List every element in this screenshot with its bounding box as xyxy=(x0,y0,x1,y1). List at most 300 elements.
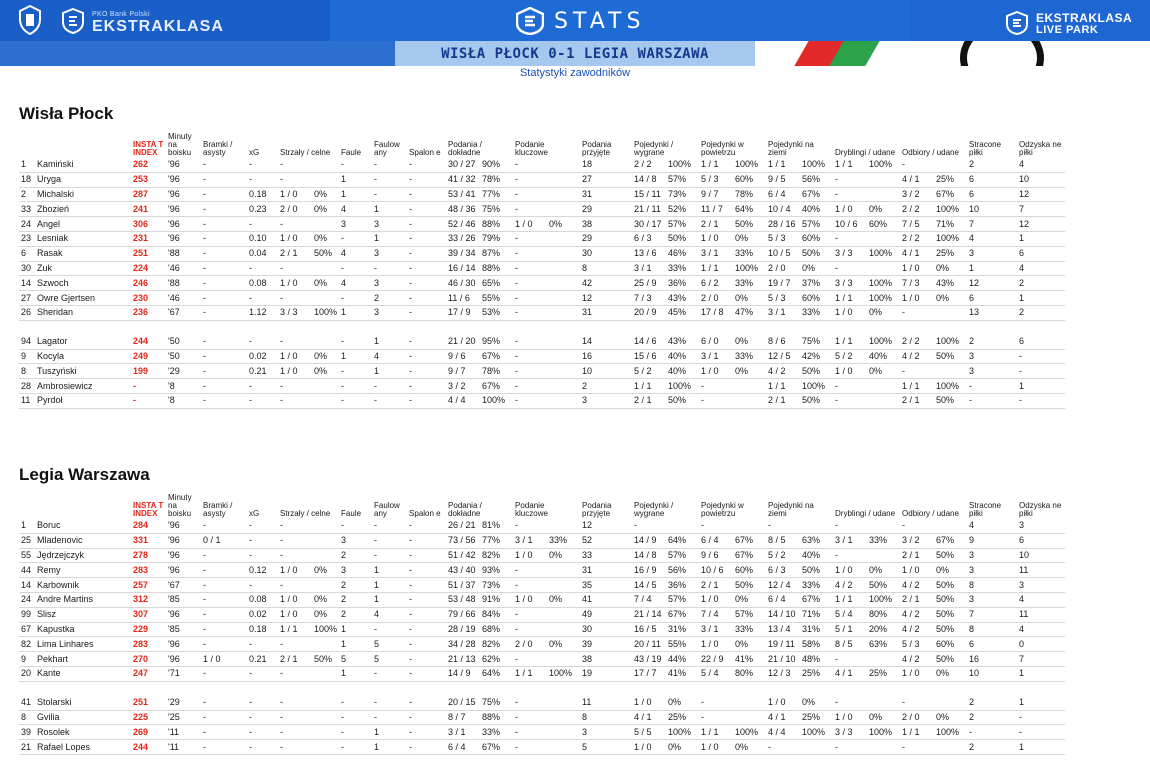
fouled: 1 xyxy=(372,202,407,217)
column-header[interactable]: Faule xyxy=(341,509,362,518)
player-row[interactable] xyxy=(19,666,1065,681)
passes-value: 53 / 41 xyxy=(448,188,476,199)
column-header[interactable]: Podanie kluczowe xyxy=(515,501,548,518)
column-header[interactable]: Odbiory / udane xyxy=(902,509,959,518)
column-header[interactable]: Podania przyjęte xyxy=(582,501,612,518)
offsides: - xyxy=(407,276,446,291)
fouled: - xyxy=(372,548,407,563)
pko-logo-icon[interactable] xyxy=(18,5,42,35)
xg-value: 0.08 xyxy=(247,276,278,291)
column-header[interactable]: Odzyska ne piłki xyxy=(1019,140,1062,157)
minutes-played: '67 xyxy=(166,578,201,593)
instat-index: 225 xyxy=(131,710,166,725)
tackles-percent: 50% xyxy=(936,549,955,560)
fouled: 1 xyxy=(372,578,407,593)
player-row[interactable] xyxy=(19,335,1065,349)
fouls: 1 xyxy=(339,172,372,187)
column-header[interactable]: Podania / dokładne xyxy=(448,501,482,518)
player-row[interactable] xyxy=(19,246,1065,261)
ground-duels-percent: 63% xyxy=(802,535,821,546)
duels-value: 20 / 9 xyxy=(634,307,657,318)
column-header[interactable]: Pojedynki / wygrane xyxy=(634,140,674,157)
aerial-duels-value: 17 / 8 xyxy=(701,307,724,318)
column-header[interactable]: Pojedynki na ziemi xyxy=(768,140,814,157)
duels xyxy=(632,261,699,276)
dribbles xyxy=(833,666,900,681)
xg-value: - xyxy=(247,172,278,187)
tackles-percent: 100% xyxy=(936,380,960,391)
player-row[interactable] xyxy=(19,217,1065,232)
balls-lost: - xyxy=(967,379,1017,394)
passes-percent: 78% xyxy=(482,365,501,376)
balls-lost: 2 xyxy=(967,696,1017,710)
column-header[interactable]: Odbiory / udane xyxy=(902,148,959,157)
column-header[interactable]: INSTA T INDEX xyxy=(133,140,164,157)
column-header[interactable]: xG xyxy=(249,509,260,518)
tackles xyxy=(900,652,967,667)
fouled: 1 xyxy=(372,231,407,246)
team-name-away: Legia Warszawa xyxy=(19,465,150,484)
column-header[interactable]: Pojedynki / wygrane xyxy=(634,501,674,518)
dribbles xyxy=(833,637,900,652)
player-row[interactable] xyxy=(19,291,1065,306)
aerial-duels-percent: 100% xyxy=(735,159,759,170)
tackles-percent: 50% xyxy=(936,594,955,605)
instat-index: 269 xyxy=(131,725,166,740)
dribbles-percent: 100% xyxy=(869,292,893,303)
ground-duels xyxy=(766,364,833,379)
starters-subs-gap xyxy=(19,320,1065,335)
column-header[interactable]: Faulow any xyxy=(374,501,400,518)
xg-value: 0.18 xyxy=(247,622,278,637)
shots-value: 1 / 0 xyxy=(280,609,298,620)
column-header[interactable]: Strzały / celne xyxy=(280,509,331,518)
player-row[interactable] xyxy=(19,519,1065,533)
balls-lost: 3 xyxy=(967,246,1017,261)
column-header[interactable]: Bramki / asysty xyxy=(203,501,233,518)
player-row[interactable] xyxy=(19,276,1065,291)
fouled: 3 xyxy=(372,305,407,320)
passes-received: 5 xyxy=(580,740,632,755)
key-passes xyxy=(513,261,580,276)
player-row[interactable] xyxy=(19,652,1065,667)
player-row[interactable] xyxy=(19,696,1065,710)
player-row[interactable] xyxy=(19,740,1065,755)
goals-assists: - xyxy=(201,291,247,306)
column-header[interactable]: Dryblingi / udane xyxy=(835,148,896,157)
dribbles-percent: 60% xyxy=(869,218,888,229)
player-row[interactable] xyxy=(19,349,1065,364)
tackles xyxy=(900,622,967,637)
dribbles-value: 1 / 1 xyxy=(835,336,853,347)
column-header[interactable]: Spalon e xyxy=(409,148,441,157)
tackles-percent: 67% xyxy=(936,188,955,199)
offsides: - xyxy=(407,696,446,710)
column-header[interactable]: Podania / dokładne xyxy=(448,140,482,157)
key-passes xyxy=(513,202,580,217)
player-row[interactable] xyxy=(19,592,1065,607)
minutes-played: '29 xyxy=(166,364,201,379)
shots: - xyxy=(278,696,339,710)
shots-percent: 0% xyxy=(314,365,328,376)
offsides: - xyxy=(407,519,446,533)
fouled: 3 xyxy=(372,246,407,261)
tackles xyxy=(900,349,967,364)
balls-recovered: 1 xyxy=(1017,666,1065,681)
ground-duels-value: 19 / 11 xyxy=(768,638,795,649)
passes-received: 3 xyxy=(580,725,632,740)
dribbles xyxy=(833,563,900,578)
passes xyxy=(446,533,513,548)
aerial-duels-value: 1 / 1 xyxy=(701,726,719,737)
key-passes xyxy=(513,379,580,394)
shirt-number: 21 xyxy=(19,740,35,755)
tackles-percent: 100% xyxy=(936,726,960,737)
fouled: - xyxy=(372,261,407,276)
instat-index: 244 xyxy=(131,740,166,755)
dribbles-percent: 50% xyxy=(869,579,888,590)
dribbles xyxy=(833,246,900,261)
balls-recovered: 1 xyxy=(1017,291,1065,306)
aerial-duels xyxy=(699,637,766,652)
fouled: 1 xyxy=(372,364,407,379)
player-name: Uryga xyxy=(35,172,131,187)
aerial-duels-percent: 0% xyxy=(735,741,749,752)
fouled: 1 xyxy=(372,740,407,755)
player-row[interactable] xyxy=(19,563,1065,578)
tackles xyxy=(900,335,967,349)
dribbles-value: 3 / 1 xyxy=(835,535,853,546)
aerial-duels xyxy=(699,291,766,306)
tackles xyxy=(900,276,967,291)
aerial-duels xyxy=(699,187,766,202)
player-row[interactable] xyxy=(19,710,1065,725)
player-name: Kamiński xyxy=(35,158,131,172)
passes-value: 17 / 9 xyxy=(448,307,471,318)
instat-index: 251 xyxy=(131,246,166,261)
passes-value: 34 / 28 xyxy=(448,638,476,649)
duels xyxy=(632,710,699,725)
ground-duels-value: 19 / 7 xyxy=(768,277,791,288)
goals-assists: 0 / 1 xyxy=(201,533,247,548)
ground-duels-percent: 58% xyxy=(802,638,821,649)
column-header[interactable]: Faulow any xyxy=(374,140,400,157)
player-row[interactable] xyxy=(19,231,1065,246)
tackles xyxy=(900,291,967,306)
offsides: - xyxy=(407,393,446,408)
aerial-duels-percent: 60% xyxy=(735,174,754,185)
instat-index: 199 xyxy=(131,364,166,379)
xg-value: 0.12 xyxy=(247,563,278,578)
passes-value: 6 / 4 xyxy=(448,741,466,752)
duels-percent: 100% xyxy=(668,380,692,391)
duels xyxy=(632,291,699,306)
column-header[interactable]: Pojedynki w powietrzu xyxy=(701,501,744,518)
xg-value: - xyxy=(247,740,278,755)
player-row[interactable] xyxy=(19,548,1065,563)
key-passes-value: - xyxy=(515,292,519,303)
column-header[interactable]: Dryblingi / udane xyxy=(835,509,896,518)
aerial-duels-value: 3 / 1 xyxy=(701,623,719,634)
passes xyxy=(446,335,513,349)
tackles-percent: 50% xyxy=(936,623,955,634)
player-row[interactable] xyxy=(19,393,1065,408)
dribbles xyxy=(833,622,900,637)
duels-percent: 40% xyxy=(668,365,687,376)
key-passes-value: - xyxy=(515,350,519,361)
ground-duels-percent: 33% xyxy=(802,579,821,590)
balls-recovered: 3 xyxy=(1017,578,1065,593)
tackles xyxy=(900,607,967,622)
aerial-duels xyxy=(699,393,766,408)
offsides: - xyxy=(407,652,446,667)
instat-index: 278 xyxy=(131,548,166,563)
stats-badge-icon xyxy=(516,7,544,35)
balls-recovered: 6 xyxy=(1017,246,1065,261)
balls-recovered: 11 xyxy=(1017,607,1065,622)
passes-percent: 68% xyxy=(482,623,501,634)
fouls: - xyxy=(339,519,372,533)
goals-assists: - xyxy=(201,696,247,710)
aerial-duels-percent: 33% xyxy=(735,248,754,259)
player-row[interactable] xyxy=(19,622,1065,637)
player-row[interactable] xyxy=(19,305,1065,320)
passes-value: 9 / 7 xyxy=(448,365,466,376)
key-passes-value: 3 / 1 xyxy=(515,535,533,546)
aerial-duels-value: 3 / 1 xyxy=(701,248,719,259)
balls-recovered: - xyxy=(1017,725,1065,740)
player-name: Angel xyxy=(35,217,131,232)
duels-percent: 57% xyxy=(668,174,687,185)
shots xyxy=(278,563,339,578)
shots: - xyxy=(278,335,339,349)
fouls: 1 xyxy=(339,349,372,364)
column-header[interactable]: Odzyska ne piłki xyxy=(1019,501,1062,518)
tackles-percent: 0% xyxy=(936,292,950,303)
dribbles-percent: 40% xyxy=(869,350,888,361)
tackles-value: - xyxy=(902,697,906,708)
dribbles-value: 1 / 0 xyxy=(835,564,853,575)
away-team-stats-table xyxy=(19,492,1065,755)
column-header[interactable]: Podanie kluczowe xyxy=(515,140,548,157)
ground-duels xyxy=(766,607,833,622)
dribbles xyxy=(833,172,900,187)
column-header[interactable]: xG xyxy=(249,148,260,157)
aerial-duels xyxy=(699,652,766,667)
column-header[interactable]: Strzały / celne xyxy=(280,148,331,157)
instat-index: 241 xyxy=(131,202,166,217)
ekstraklasa-wordmark[interactable]: EKSTRAKLASA xyxy=(92,18,224,35)
column-header[interactable]: Stracone piłki xyxy=(969,501,1002,518)
ground-duels xyxy=(766,379,833,394)
passes xyxy=(446,519,513,533)
balls-lost: 10 xyxy=(967,202,1017,217)
player-row[interactable] xyxy=(19,607,1065,622)
column-header[interactable]: Pojedynki na ziemi xyxy=(768,501,814,518)
aerial-duels xyxy=(699,261,766,276)
xg-value: 0.18 xyxy=(247,187,278,202)
player-row[interactable] xyxy=(19,637,1065,652)
minutes-played: '25 xyxy=(166,710,201,725)
dribbles xyxy=(833,710,900,725)
passes-percent: 87% xyxy=(482,248,501,259)
column-header[interactable]: Stracone piłki xyxy=(969,140,1002,157)
balls-recovered: 1 xyxy=(1017,740,1065,755)
fouled: 3 xyxy=(372,217,407,232)
player-row[interactable] xyxy=(19,187,1065,202)
shots-percent: 0% xyxy=(314,609,328,620)
passes-percent: 75% xyxy=(482,203,501,214)
column-header[interactable] xyxy=(19,131,131,158)
aerial-duels-value: 22 / 9 xyxy=(701,653,724,664)
dribbles-percent: 20% xyxy=(869,623,888,634)
duels-value: 2 / 1 xyxy=(634,395,652,406)
offsides: - xyxy=(407,563,446,578)
xg-value: - xyxy=(247,710,278,725)
column-header[interactable]: Pojedynki w powietrzu xyxy=(701,140,744,157)
passes-value: 21 / 20 xyxy=(448,336,476,347)
shots-percent: 50% xyxy=(314,248,333,259)
fouled: - xyxy=(372,158,407,172)
minutes-played: '8 xyxy=(166,379,201,394)
balls-recovered: 1 xyxy=(1017,379,1065,394)
livepark-line2: LIVE PARK xyxy=(1036,24,1099,36)
player-row[interactable] xyxy=(19,725,1065,740)
duels xyxy=(632,231,699,246)
passes-value: 73 / 56 xyxy=(448,535,476,546)
tackles-percent: 100% xyxy=(936,203,960,214)
home-team-banner xyxy=(0,41,395,66)
passes-value: 9 / 6 xyxy=(448,350,466,361)
ground-duels xyxy=(766,202,833,217)
ground-duels-value: 5 / 3 xyxy=(768,233,786,244)
fouled: 3 xyxy=(372,276,407,291)
player-row[interactable] xyxy=(19,261,1065,276)
key-passes-value: - xyxy=(515,233,519,244)
player-row[interactable] xyxy=(19,533,1065,548)
column-header[interactable]: Podania przyjęte xyxy=(582,140,612,157)
key-passes xyxy=(513,393,580,408)
minutes-played: '96 xyxy=(166,652,201,667)
shirt-number: 14 xyxy=(19,578,35,593)
dribbles-value: 1 / 0 xyxy=(835,307,853,318)
column-header[interactable]: Spalon e xyxy=(409,509,441,518)
dribbles-percent: 0% xyxy=(869,307,883,318)
tackles-value: 4 / 1 xyxy=(902,248,920,259)
ground-duels xyxy=(766,393,833,408)
aerial-duels-value: 1 / 0 xyxy=(701,638,719,649)
column-header[interactable]: Minuty na boisku xyxy=(168,493,192,518)
column-header[interactable]: INSTA T INDEX xyxy=(133,501,164,518)
shots: - xyxy=(278,740,339,755)
duels-percent: 67% xyxy=(668,609,687,620)
player-row[interactable] xyxy=(19,202,1065,217)
passes-value: 26 / 21 xyxy=(448,520,476,531)
player-row[interactable] xyxy=(19,379,1065,394)
ground-duels-percent: 40% xyxy=(802,203,821,214)
ground-duels-value: 2 / 1 xyxy=(768,395,786,406)
tackles-value: - xyxy=(902,520,906,531)
stats-logo[interactable] xyxy=(516,7,645,35)
column-header[interactable]: Minuty na boisku xyxy=(168,132,192,157)
passes-value: 4 / 4 xyxy=(448,395,466,406)
dribbles-percent: 33% xyxy=(869,535,888,546)
duels xyxy=(632,393,699,408)
duels-percent: 43% xyxy=(668,336,687,347)
ground-duels-value: 1 / 0 xyxy=(768,697,786,708)
passes-percent: 67% xyxy=(482,380,501,391)
fouls: 1 xyxy=(339,622,372,637)
minutes-played: '88 xyxy=(166,276,201,291)
column-header[interactable] xyxy=(19,492,131,519)
ground-duels xyxy=(766,578,833,593)
minutes-played: '85 xyxy=(166,592,201,607)
passes xyxy=(446,246,513,261)
duels-value: 15 / 11 xyxy=(634,188,661,199)
key-passes-value: - xyxy=(515,365,519,376)
key-passes xyxy=(513,666,580,681)
player-row[interactable] xyxy=(19,578,1065,593)
dribbles xyxy=(833,393,900,408)
shots xyxy=(278,187,339,202)
ground-duels-percent: 42% xyxy=(802,350,821,361)
aerial-duels xyxy=(699,533,766,548)
player-row[interactable] xyxy=(19,364,1065,379)
ground-duels xyxy=(766,217,833,232)
tackles xyxy=(900,364,967,379)
tackles-percent: 43% xyxy=(936,277,955,288)
tackles-value: 1 / 0 xyxy=(902,668,920,679)
offsides: - xyxy=(407,158,446,172)
passes-received: 33 xyxy=(580,548,632,563)
key-passes-percent: 0% xyxy=(549,549,563,560)
minutes-played: '50 xyxy=(166,349,201,364)
key-passes-value: 1 / 0 xyxy=(515,218,533,229)
dribbles xyxy=(833,696,900,710)
shots: - xyxy=(278,725,339,740)
livepark-badge-icon[interactable] xyxy=(1006,11,1028,35)
player-row[interactable] xyxy=(19,172,1065,187)
fouls: 1 xyxy=(339,666,372,681)
duels-percent: 56% xyxy=(668,564,687,575)
tackles xyxy=(900,696,967,710)
player-row[interactable] xyxy=(19,158,1065,172)
minutes-played: '29 xyxy=(166,696,201,710)
dribbles xyxy=(833,740,900,755)
aerial-duels xyxy=(699,622,766,637)
xg-value: - xyxy=(247,335,278,349)
minutes-played: '96 xyxy=(166,533,201,548)
tackles-percent: 60% xyxy=(936,638,955,649)
ground-duels-percent: 31% xyxy=(802,623,821,634)
goals-assists: - xyxy=(201,710,247,725)
passes-percent: 93% xyxy=(482,564,501,575)
balls-lost: 2 xyxy=(967,710,1017,725)
minutes-played: '96 xyxy=(166,519,201,533)
column-header[interactable]: Faule xyxy=(341,148,362,157)
dribbles-value: - xyxy=(835,395,839,406)
duels-value: 20 / 11 xyxy=(634,638,661,649)
column-header[interactable]: Bramki / asysty xyxy=(203,140,233,157)
balls-recovered: - xyxy=(1017,364,1065,379)
minutes-played: '71 xyxy=(166,666,201,681)
shirt-number: 27 xyxy=(19,291,35,306)
passes-percent: 88% xyxy=(482,711,501,722)
shots: - xyxy=(278,291,339,306)
key-passes xyxy=(513,710,580,725)
ground-duels xyxy=(766,158,833,172)
minutes-played: '96 xyxy=(166,172,201,187)
